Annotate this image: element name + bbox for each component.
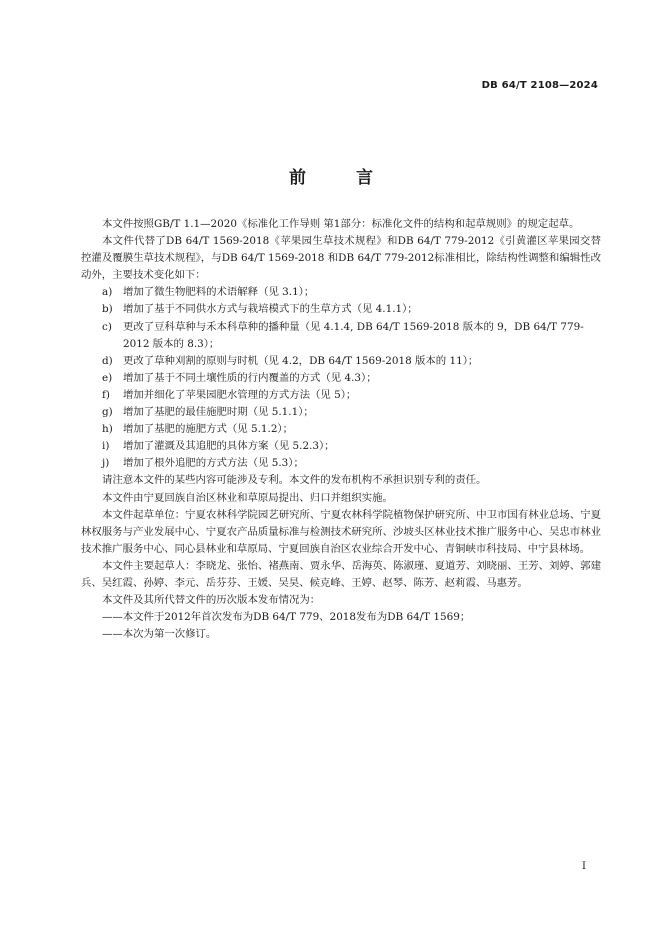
list-item-label: h) [102, 423, 113, 436]
drafting-units-paragraph: 本文件起草单位：宁夏农林科学院园艺研究所、宁夏农林科学院植物保护研究所、中卫市国有林业总场、宁夏林权服务与产业发展中心、宁夏农产品质量标准与检测技术研究所、沙坡头区林业技术推广服务中心、吴忠市林业技术推广服务中心、同心县林业和草原局、宁夏回族自治区农业综合开发中心、青铜峡市科技局、中宁县林场。 [81, 508, 601, 555]
list-item-text: 增加了基肥的施肥方式（见 5.1.2）； [123, 423, 294, 436]
list-item-label: i) [102, 440, 110, 453]
list-item [81, 438, 601, 455]
page-number: I [582, 861, 586, 872]
history-item: ——本次为第一次修订。 [102, 628, 217, 641]
list-item-text: 增加并细化了苹果园肥水管理的方式方法（见 5）； [123, 388, 357, 401]
list-item [81, 301, 601, 318]
list-item [81, 284, 601, 301]
replacement-paragraph: 本文件代替了DB 64/T 1569-2018《苹果园生草技术规程》和DB 64/T 779-2012《引黄灌区苹果园交替控灌及覆膜生草技术规程》，与DB 64/T 1569-2018 和DB 64/T 779-2012标准相比，除结构性调整和编辑性改动外，主要技术变化如下： [81, 235, 601, 282]
intro-paragraph: 本文件按照GB/T 1.1—2020《标准化工作导则 第1部分：标准化文件的结构和起草规则》的规定起草。 [102, 218, 580, 230]
list-item-text: 增加了基于不同供水方式与栽培模式下的生草方式（见 4.1.1）； [123, 303, 418, 316]
list-item-text: 更改了豆科草种与禾本科草种的播种量（见 4.1.4, DB 64/T 1569-2018 版本的 9，DB 64/T 779-2012 版本的 8.3）； [123, 320, 584, 350]
list-item [81, 353, 601, 370]
list-item [81, 370, 601, 387]
list-item-text: 增加了微生物肥料的术语解释（见 3.1）； [123, 286, 315, 299]
list-item-label: g) [102, 406, 113, 419]
list-item-label: c) [102, 320, 112, 333]
list-item-text: 增加了灌溉及其追肥的具体方案（见 5.2.3）； [123, 440, 335, 453]
drafters-paragraph: 本文件主要起草人：李晓龙、张怡、褚燕南、贾永华、岳海英、陈淑瑾、夏道芳、刘晓丽、王芳、刘婷、郭建兵、吴红霞、孙婷、李元、岳芬芬、王媛、吴昊、候克峰、王婷、赵琴、陈芳、赵莉霞、马惠芳。 [81, 559, 601, 589]
list-item [81, 421, 601, 438]
list-item-label: b) [102, 303, 113, 316]
list-item-label: f) [102, 388, 110, 401]
list-item [81, 387, 601, 404]
list-item-label: a) [102, 286, 113, 299]
proposer-paragraph: 本文件由宁夏回族自治区林业和草原局提出、归口并组织实施。 [102, 491, 393, 504]
list-item-text: 更改了草种刈割的原则与时机（见 4.2，DB 64/T 1569-2018 版本的 11）； [123, 354, 479, 367]
list-item-label: e) [102, 371, 113, 384]
change-list [81, 284, 601, 472]
list-item-label: d) [102, 354, 113, 367]
patent-notice: 请注意本文件的某些内容可能涉及专利。本文件的发布机构不承担识别专利的责任。 [102, 474, 487, 487]
list-item-text: 增加了基肥的最佳施肥时期（见 5.1.1）； [123, 406, 314, 419]
list-item-text: 增加了根外追肥的方式方法（见 5.3）； [123, 457, 304, 470]
page-title: 前 言 [289, 168, 395, 188]
list-item [81, 455, 601, 472]
list-item-label: j) [102, 457, 110, 470]
list-item [81, 319, 601, 353]
history-item: ——本文件于2012年首次发布为DB 64/T 779、2018发布为DB 64/T 1569； [102, 611, 471, 624]
standard-code: DB 64/T 2108—2024 [481, 80, 598, 91]
list-item-text: 增加了基于不同土壤性质的行内覆盖的方式（见 4.3）； [123, 371, 377, 384]
history-intro: 本文件及其所代替文件的历次版本发布情况为： [102, 594, 321, 607]
foreword-body [81, 216, 601, 643]
list-item [81, 404, 601, 421]
